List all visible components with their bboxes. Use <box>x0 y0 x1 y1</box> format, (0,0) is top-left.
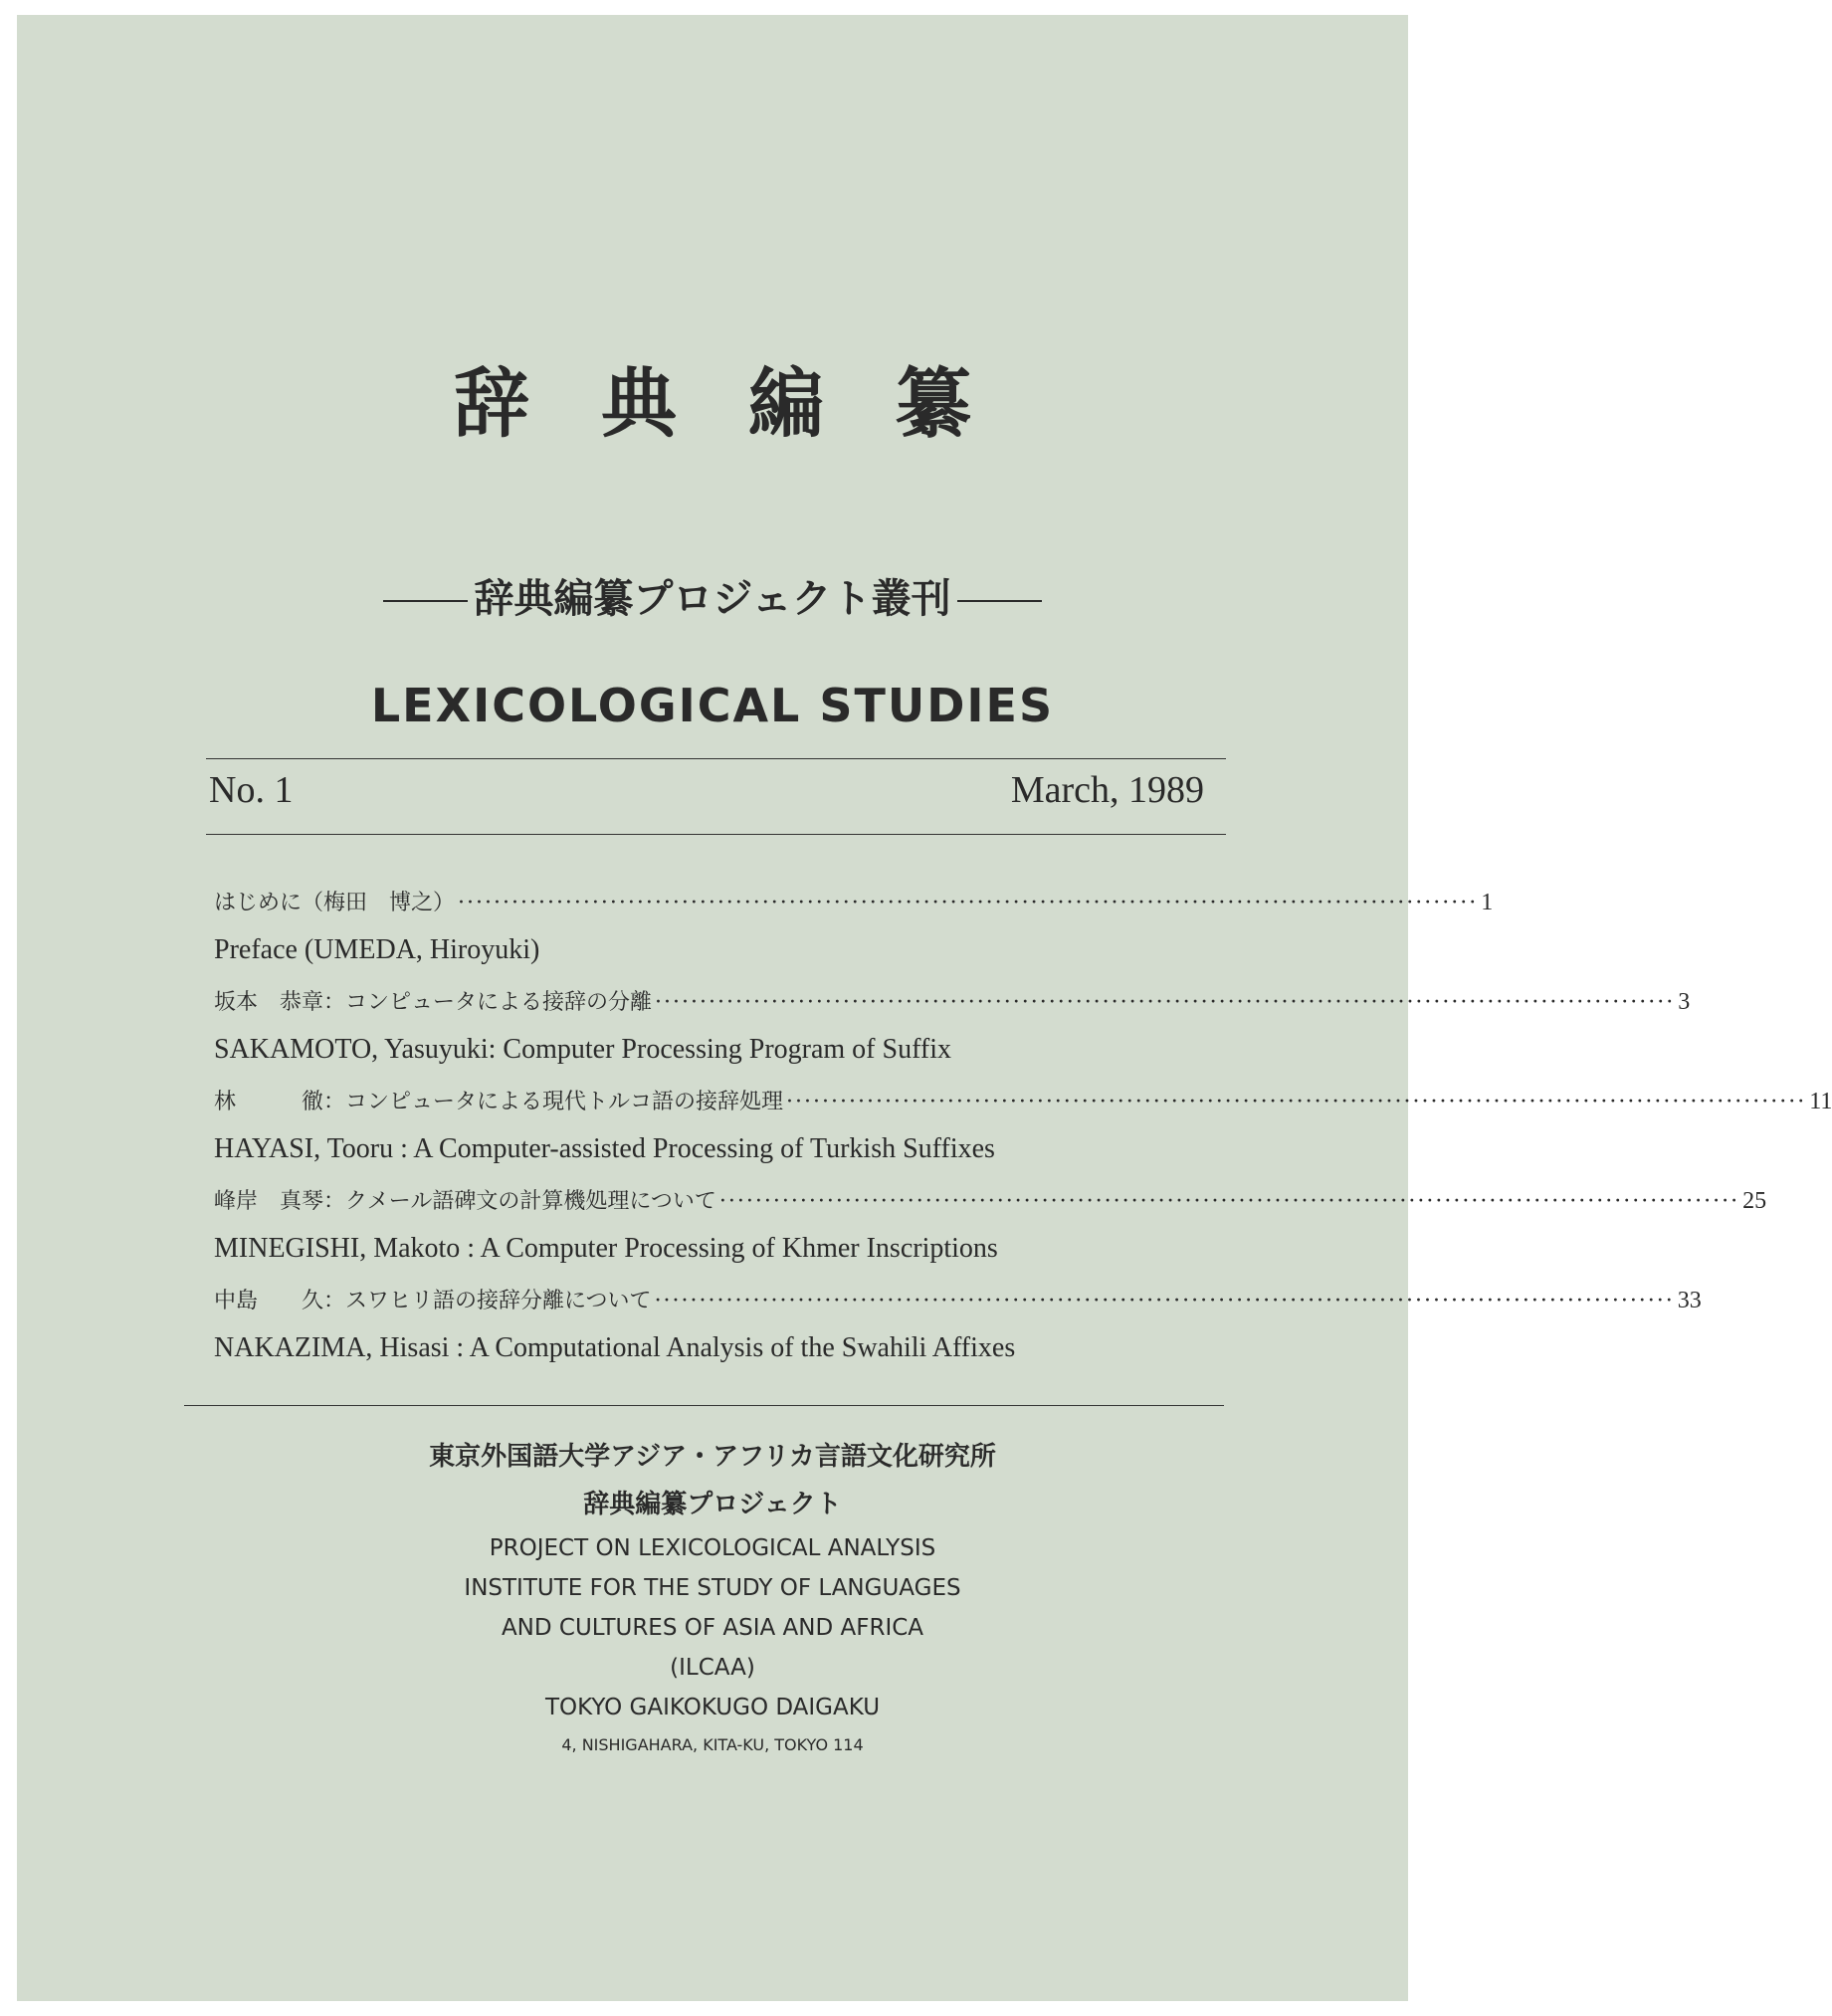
toc-entry-page: 3 <box>1678 989 1691 1015</box>
institution-rule <box>184 1405 1224 1406</box>
toc-entry-jp-title: 中島 久：スワヒリ語の接辞分離について <box>214 1289 652 1313</box>
toc-entry-page: 1 <box>1481 890 1494 915</box>
toc-entry <box>214 1080 1832 1175</box>
leader-dots: ·················································································································· <box>654 1289 1675 1313</box>
toc-entry-jp-title: 林 徹：コンピュータによる現代トルコ語の接辞処理 <box>214 1090 784 1114</box>
issue-number: No. 1 <box>209 769 294 811</box>
toc-entry-page: 33 <box>1677 1288 1702 1313</box>
toc-entry-en-title: Preface (UMEDA, Hiroyuki) <box>214 934 540 965</box>
toc-entry <box>214 1179 1767 1275</box>
issue-row <box>209 768 1204 812</box>
leader-dots: ·················································································································· <box>718 1189 1740 1214</box>
institution-block <box>17 1433 1408 1763</box>
toc-entry-jp-line <box>214 1179 1767 1223</box>
toc-entry-en-title: NAKAZIMA, Hisasi : A Computational Analysis of the Swahili Affixes <box>214 1332 1016 1363</box>
toc-entry-en-title: HAYASI, Tooru : A Computer-assisted Processing of Turkish Suffixes <box>214 1133 995 1164</box>
project-name-jp: 辞典編纂プロジェクト <box>583 1490 842 1519</box>
toc-entry-jp-line <box>214 881 1494 924</box>
english-title: LEXICOLOGICAL STUDIES <box>370 679 1055 732</box>
toc-entry-jp-title: 坂本 恭章：コンピュータによる接辞の分離 <box>214 990 653 1015</box>
japanese-title: 辞典編纂 <box>454 359 1043 448</box>
cover-page <box>17 15 1832 2001</box>
bottom-rule <box>206 834 1226 835</box>
toc-entry-en-title: MINEGISHI, Makoto : A Computer Processing of Khmer Inscriptions <box>214 1233 998 1264</box>
leader-dots: ·················································································································· <box>786 1090 1807 1114</box>
institution-name-en-1: INSTITUTE FOR THE STUDY OF LANGUAGES <box>464 1575 961 1601</box>
university-name: TOKYO GAIKOKUGO DAIGAKU <box>544 1695 881 1720</box>
toc-entry <box>214 980 1691 1076</box>
toc-entry-jp-line <box>214 1279 1702 1322</box>
toc-entry <box>214 881 1494 976</box>
toc-entry-page: 11 <box>1809 1089 1832 1114</box>
issue-date: March, 1989 <box>1010 769 1204 811</box>
toc-entry-page: 25 <box>1742 1188 1767 1214</box>
institution-name-jp: 東京外国語大学アジア・アフリカ言語文化研究所 <box>429 1442 996 1472</box>
left-dash <box>383 600 468 602</box>
institution-name-en-2: AND CULTURES OF ASIA AND AFRICA <box>501 1615 924 1641</box>
leader-dots: ·················································································································· <box>655 990 1676 1015</box>
project-name-en: PROJECT ON LEXICOLOGICAL ANALYSIS <box>489 1535 936 1561</box>
institution-abbr: (ILCAA) <box>670 1655 755 1681</box>
toc-entry <box>214 1279 1702 1374</box>
toc-entry-jp-title: 峰岸 真琴：クメール語碑文の計算機処理について <box>214 1189 716 1214</box>
right-dash <box>957 600 1042 602</box>
series-subtitle <box>17 567 1408 624</box>
toc-entry-jp-line <box>214 1080 1832 1123</box>
address: 4, NISHIGAHARA, KITA-KU, TOKYO 114 <box>561 1735 864 1754</box>
series-subtitle-text: 辞典編纂プロジェクト叢刊 <box>474 576 951 622</box>
leader-dots: ·················································································································· <box>458 891 1479 915</box>
toc-entry-jp-title: はじめに（梅田 博之） <box>214 891 456 915</box>
toc-entry-jp-line <box>214 980 1691 1024</box>
toc-entry-en-title: SAKAMOTO, Yasuyuki: Computer Processing Program of Suffix <box>214 1034 951 1065</box>
top-rule <box>206 758 1226 759</box>
table-of-contents <box>214 881 1832 1378</box>
